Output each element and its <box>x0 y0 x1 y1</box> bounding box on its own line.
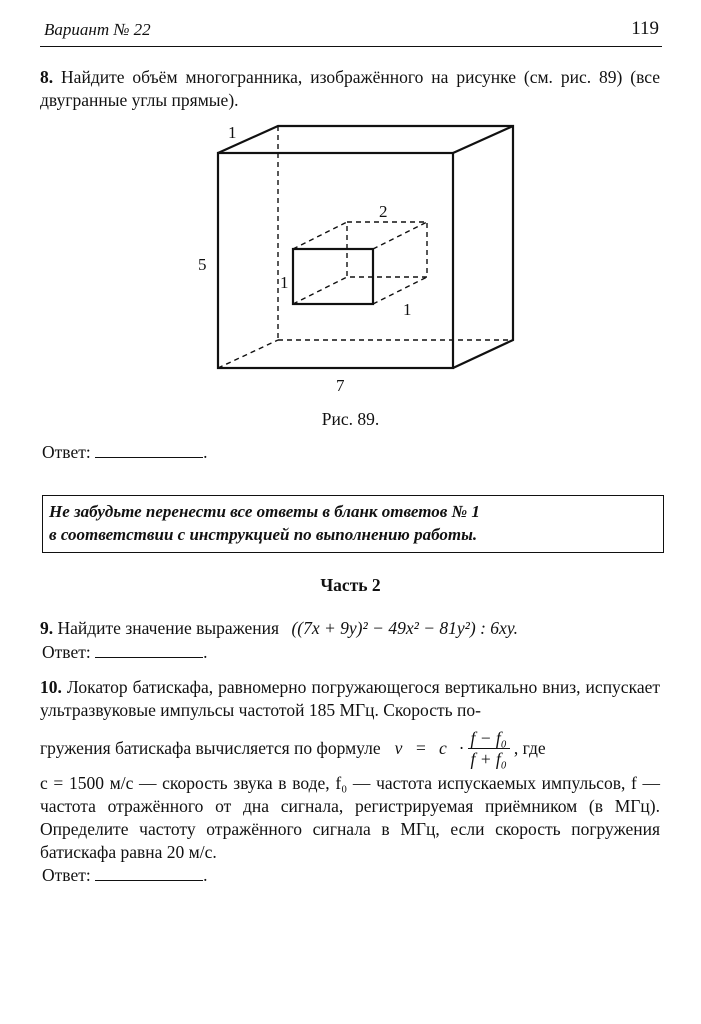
header-divider <box>40 46 662 47</box>
task8-number: 8. <box>40 67 54 87</box>
label-outer-height: 5 <box>198 255 207 274</box>
task9-statement <box>40 617 660 640</box>
task10-answer-label: Ответ: <box>42 865 91 885</box>
task9-answer-label: Ответ: <box>42 642 91 662</box>
task8-text: Найдите объём многогранника, изображённого на рисунке (см. рис. 89) (все двугранные углы прямые). <box>40 67 660 110</box>
inner-hidden-edges <box>293 222 427 304</box>
task8-answer-label: Ответ: <box>42 442 91 462</box>
note-line-1: Не забудьте перенести все ответы в бланк ответов № 1 <box>49 502 480 521</box>
task10-number: 10. <box>40 677 62 697</box>
label-outer-width: 7 <box>336 376 345 395</box>
note-line-2: в соответствии с инструкцией по выполнению работы. <box>49 525 478 544</box>
task10-text1: Локатор батискафа, равномерно погружающегося вертикально вниз, испускает ультразвуковые импульсы частотой 185 МГц. Скорость по- <box>40 677 660 720</box>
task10-formula-lhs: v = c · <box>394 737 464 758</box>
fraction-numerator: f − f₀ <box>468 728 510 749</box>
label-inner-width: 2 <box>379 202 388 221</box>
outer-hidden-edges <box>218 126 513 368</box>
task10-formula-line <box>40 726 660 770</box>
task8-statement <box>40 66 660 112</box>
task9-expression: ((7x + 9y)² − 49x² − 81y²) : 6xy. <box>291 618 519 638</box>
label-outer-depth: 1 <box>228 123 237 142</box>
polyhedron-figure <box>180 118 540 398</box>
task9-answer-row: Ответ: . <box>42 642 208 662</box>
task8-answer-field[interactable] <box>95 441 203 458</box>
task10-text3: , где <box>513 737 546 758</box>
part2-title: Часть 2 <box>320 575 381 595</box>
task9-number: 9. <box>40 618 54 638</box>
transfer-answers-note <box>42 495 664 553</box>
outer-top-right-edge <box>453 126 513 153</box>
task10-intro <box>40 676 660 722</box>
label-inner-height: 1 <box>280 273 289 292</box>
task8-answer-row: Ответ: . <box>42 442 208 462</box>
task9-answer-field[interactable] <box>95 641 203 658</box>
outer-front-face <box>218 153 453 368</box>
task10-answer-row: Ответ: . <box>42 865 208 885</box>
fraction-denominator: f + f₀ <box>470 748 507 769</box>
page-number: 119 <box>631 18 659 39</box>
label-inner-depth: 1 <box>403 300 412 319</box>
task10-text2: гружения батискафа вычисляется по формуле <box>40 737 381 758</box>
task9-text: Найдите значение выражения <box>57 618 280 638</box>
task10-answer-field[interactable] <box>95 864 203 881</box>
variant-title: Вариант № 22 <box>44 20 151 39</box>
outer-back-edges <box>218 126 513 368</box>
task10-body: c = 1500 м/с — скорость звука в воде, f₀ — частота испускаемых импульсов, f — частота отражённого от дна сигнала, регистрируемая приёмником (в МГц). Определите частоту отражённого сигнала в МГц, если скорость погружения батискафа равна 20 м/с. <box>40 773 660 862</box>
task10-fraction <box>468 728 510 769</box>
figure-caption: Рис. 89. <box>321 409 380 429</box>
